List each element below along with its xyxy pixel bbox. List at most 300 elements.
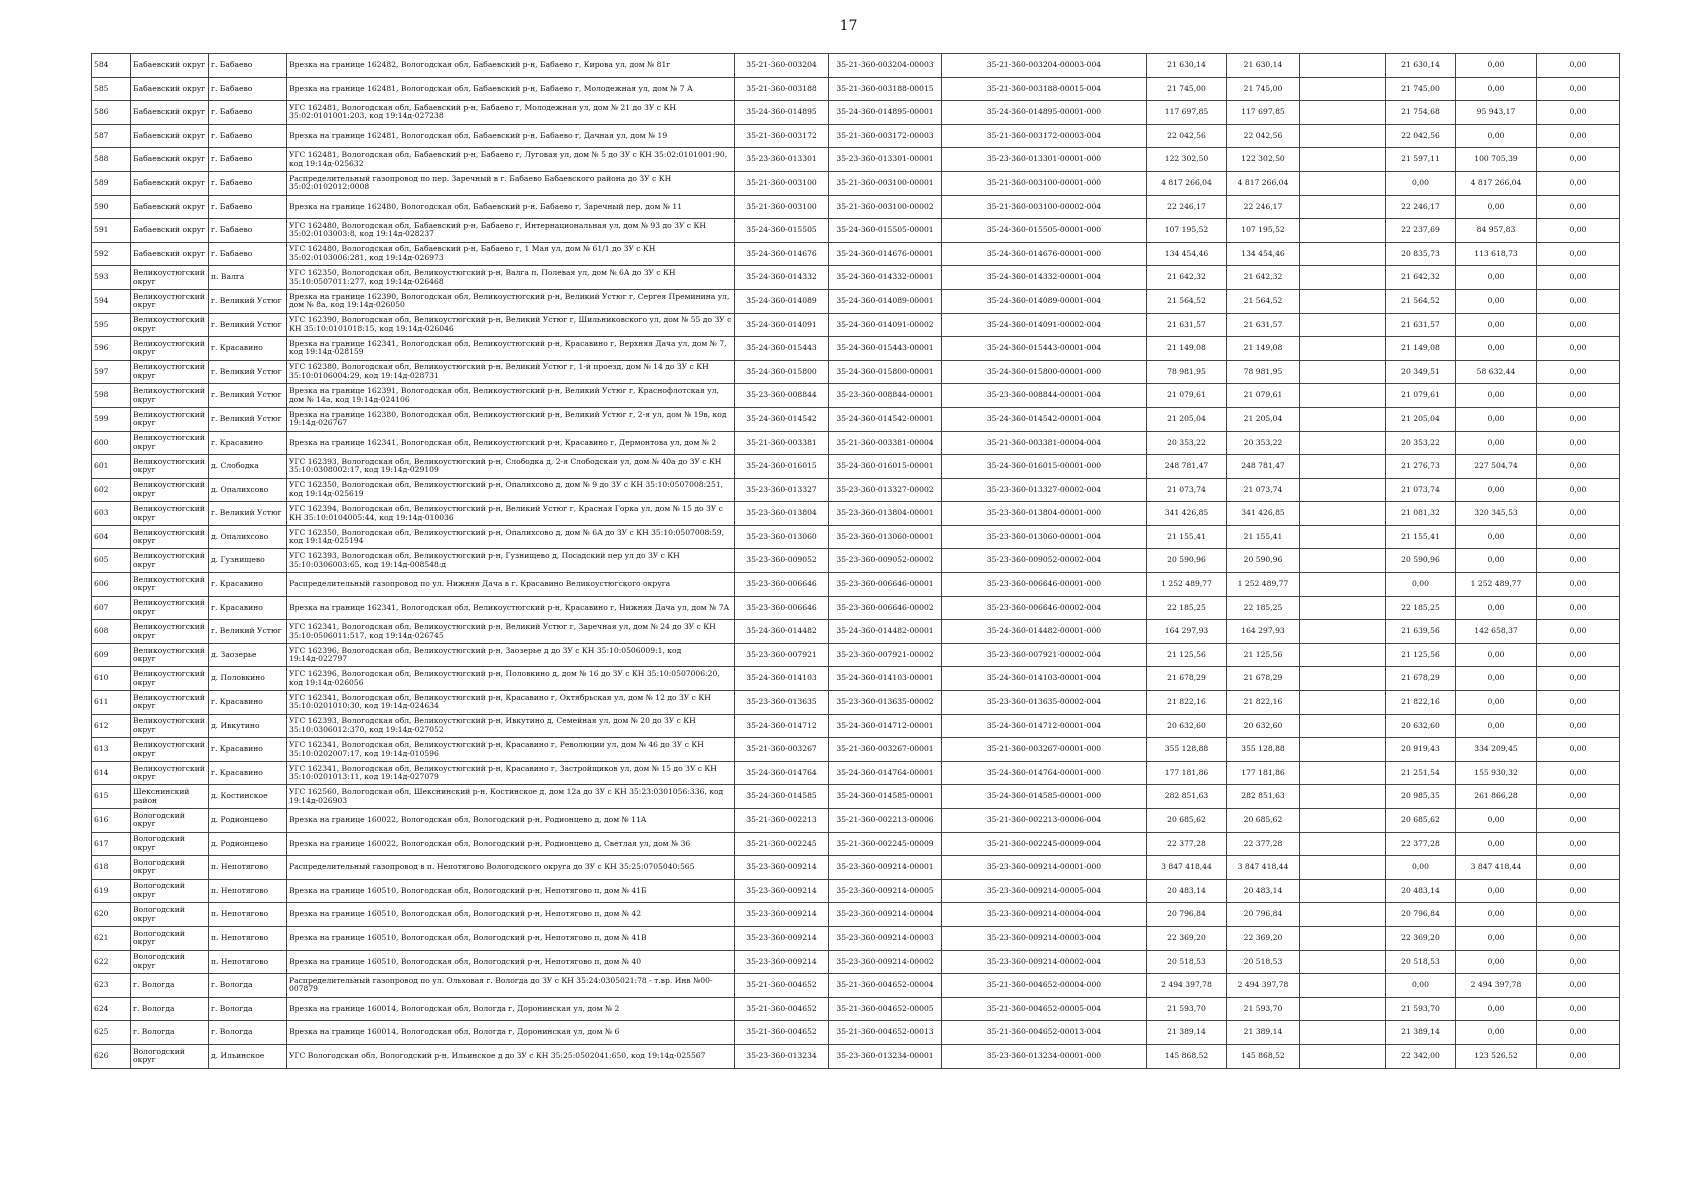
object-subcode-cell: 35-24-360-016015-00001 bbox=[829, 455, 942, 479]
object-name-cell: УГС 162480, Вологодская обл, Бабаевский р-н, Бабаево г, 1 Мая ул, дом № 61/1 до ЗУ с КН 35:02:0103006:281, код 19:14д-026973 bbox=[287, 242, 735, 266]
amount-total-cell: 20 796,84 bbox=[1147, 903, 1227, 927]
amount-second-cell: 21 155,41 bbox=[1227, 525, 1300, 549]
settlement-cell: п. Непотягово bbox=[209, 879, 287, 903]
empty-cell bbox=[1300, 407, 1386, 431]
row-number-cell: 618 bbox=[92, 856, 131, 880]
object-name-cell: Врезка на границе 160022, Вологодская обл, Вологодский р-н, Родионцево д, Светлая ул, дом № 36 bbox=[287, 832, 735, 856]
settlement-cell: г. Красавино bbox=[209, 573, 287, 597]
amount-total-cell: 21 631,57 bbox=[1147, 313, 1227, 337]
amount-fourth-cell: 0,00 bbox=[1456, 195, 1537, 219]
table-row bbox=[92, 242, 1620, 266]
object-name-cell: УГС 162380, Вологодская обл, Великоустюгский р-н, Великий Устюг г, 1-й проезд, дом № 14 до ЗУ с КН 35:10:0106004:29, код 19:14д-028731 bbox=[287, 360, 735, 384]
row-number-cell: 616 bbox=[92, 809, 131, 833]
amount-third-cell: 20 483,14 bbox=[1386, 879, 1456, 903]
amount-second-cell: 177 181,86 bbox=[1227, 761, 1300, 785]
amount-second-cell: 20 796,84 bbox=[1227, 903, 1300, 927]
district-cell: Великоустюгский округ bbox=[131, 266, 209, 290]
object-subcode-cell: 35-21-360-003172-00003 bbox=[829, 124, 942, 148]
amount-third-cell: 20 985,35 bbox=[1386, 785, 1456, 809]
empty-cell bbox=[1300, 148, 1386, 172]
amount-second-cell: 1 252 489,77 bbox=[1227, 573, 1300, 597]
district-cell: Бабаевский округ bbox=[131, 148, 209, 172]
amount-second-cell: 20 518,53 bbox=[1227, 950, 1300, 974]
amount-fifth-cell: 0,00 bbox=[1537, 360, 1620, 384]
row-number-cell: 599 bbox=[92, 407, 131, 431]
district-cell: Великоустюгский округ bbox=[131, 337, 209, 361]
amount-third-cell: 20 685,62 bbox=[1386, 809, 1456, 833]
table-row bbox=[92, 643, 1620, 667]
row-number-cell: 598 bbox=[92, 384, 131, 408]
amount-fifth-cell: 0,00 bbox=[1537, 431, 1620, 455]
object-full-code-cell: 35-23-360-013804-00001-000 bbox=[942, 502, 1147, 526]
amount-fourth-cell: 0,00 bbox=[1456, 549, 1537, 573]
row-number-cell: 593 bbox=[92, 266, 131, 290]
empty-cell bbox=[1300, 171, 1386, 195]
row-number-cell: 591 bbox=[92, 219, 131, 243]
amount-third-cell: 21 125,56 bbox=[1386, 643, 1456, 667]
empty-cell bbox=[1300, 1021, 1386, 1045]
empty-cell bbox=[1300, 289, 1386, 313]
amount-total-cell: 21 149,08 bbox=[1147, 337, 1227, 361]
object-name-cell: Врезка на границе 162482, Вологодская обл, Бабаевский р-н, Бабаево г, Кирова ул, дом № 81г bbox=[287, 54, 735, 78]
amount-fifth-cell: 0,00 bbox=[1537, 573, 1620, 597]
amount-fifth-cell: 0,00 bbox=[1537, 997, 1620, 1021]
table-row bbox=[92, 101, 1620, 125]
amount-total-cell: 21 073,74 bbox=[1147, 478, 1227, 502]
amount-second-cell: 122 302,50 bbox=[1227, 148, 1300, 172]
amount-total-cell: 107 195,52 bbox=[1147, 219, 1227, 243]
row-number-cell: 588 bbox=[92, 148, 131, 172]
empty-cell bbox=[1300, 761, 1386, 785]
settlement-cell: г. Бабаево bbox=[209, 101, 287, 125]
amount-fourth-cell: 0,00 bbox=[1456, 77, 1537, 101]
object-full-code-cell: 35-24-360-015505-00001-000 bbox=[942, 219, 1147, 243]
object-subcode-cell: 35-23-360-009214-00001 bbox=[829, 856, 942, 880]
empty-cell bbox=[1300, 549, 1386, 573]
row-number-cell: 587 bbox=[92, 124, 131, 148]
empty-cell bbox=[1300, 77, 1386, 101]
row-number-cell: 609 bbox=[92, 643, 131, 667]
settlement-cell: г. Великий Устюг bbox=[209, 407, 287, 431]
amount-fourth-cell: 0,00 bbox=[1456, 832, 1537, 856]
amount-second-cell: 341 426,85 bbox=[1227, 502, 1300, 526]
object-name-cell: Врезка на границе 160510, Вологодская обл, Вологодский р-н, Непотягово п, дом № 40 bbox=[287, 950, 735, 974]
amount-fourth-cell: 0,00 bbox=[1456, 478, 1537, 502]
amount-fourth-cell: 0,00 bbox=[1456, 926, 1537, 950]
object-full-code-cell: 35-23-360-009052-00002-004 bbox=[942, 549, 1147, 573]
amount-third-cell: 21 155,41 bbox=[1386, 525, 1456, 549]
row-number-cell: 589 bbox=[92, 171, 131, 195]
amount-third-cell: 22 042,56 bbox=[1386, 124, 1456, 148]
amount-third-cell: 21 564,52 bbox=[1386, 289, 1456, 313]
row-number-cell: 623 bbox=[92, 974, 131, 998]
object-code-cell: 35-21-360-003100 bbox=[735, 195, 829, 219]
amount-second-cell: 21 073,74 bbox=[1227, 478, 1300, 502]
empty-cell bbox=[1300, 360, 1386, 384]
district-cell: Вологодский округ bbox=[131, 1044, 209, 1068]
amount-total-cell: 4 817 266,04 bbox=[1147, 171, 1227, 195]
amount-fifth-cell: 0,00 bbox=[1537, 761, 1620, 785]
amount-total-cell: 21 745,00 bbox=[1147, 77, 1227, 101]
amount-total-cell: 21 564,52 bbox=[1147, 289, 1227, 313]
object-code-cell: 35-21-360-004652 bbox=[735, 997, 829, 1021]
amount-fourth-cell: 0,00 bbox=[1456, 266, 1537, 290]
amount-fourth-cell: 113 618,73 bbox=[1456, 242, 1537, 266]
object-name-cell: УГС 162393, Вологодская обл, Великоустюгский р-н, Гузнищево д, Посадский пер ул до ЗУ с КН 35:10:0306003:65, код 19:14д-008548:д bbox=[287, 549, 735, 573]
amount-total-cell: 22 246,17 bbox=[1147, 195, 1227, 219]
object-full-code-cell: 35-24-360-014764-00001-000 bbox=[942, 761, 1147, 785]
object-code-cell: 35-21-360-003267 bbox=[735, 738, 829, 762]
table-row bbox=[92, 926, 1620, 950]
amount-total-cell: 21 642,32 bbox=[1147, 266, 1227, 290]
amount-second-cell: 21 745,00 bbox=[1227, 77, 1300, 101]
object-full-code-cell: 35-23-360-009214-00003-004 bbox=[942, 926, 1147, 950]
amount-fifth-cell: 0,00 bbox=[1537, 738, 1620, 762]
amount-total-cell: 21 125,56 bbox=[1147, 643, 1227, 667]
object-full-code-cell: 35-24-360-014091-00002-004 bbox=[942, 313, 1147, 337]
amount-fifth-cell: 0,00 bbox=[1537, 54, 1620, 78]
amount-fifth-cell: 0,00 bbox=[1537, 337, 1620, 361]
object-code-cell: 35-24-360-014676 bbox=[735, 242, 829, 266]
object-subcode-cell: 35-21-360-004652-00013 bbox=[829, 1021, 942, 1045]
object-subcode-cell: 35-23-360-007921-00002 bbox=[829, 643, 942, 667]
amount-third-cell: 21 389,14 bbox=[1386, 1021, 1456, 1045]
amount-third-cell: 22 377,28 bbox=[1386, 832, 1456, 856]
table-row bbox=[92, 195, 1620, 219]
amount-fifth-cell: 0,00 bbox=[1537, 502, 1620, 526]
object-name-cell: Врезка на границе 162341, Вологодская обл, Великоустюгский р-н, Красавино г, Верхняя Дача ул, дом № 7, код 19:14д-028159 bbox=[287, 337, 735, 361]
amount-fourth-cell: 1 252 489,77 bbox=[1456, 573, 1537, 597]
empty-cell bbox=[1300, 313, 1386, 337]
amount-fifth-cell: 0,00 bbox=[1537, 171, 1620, 195]
empty-cell bbox=[1300, 926, 1386, 950]
object-code-cell: 35-24-360-014542 bbox=[735, 407, 829, 431]
empty-cell bbox=[1300, 785, 1386, 809]
empty-cell bbox=[1300, 738, 1386, 762]
object-code-cell: 35-21-360-002213 bbox=[735, 809, 829, 833]
settlement-cell: г. Красавино bbox=[209, 691, 287, 715]
table-row bbox=[92, 714, 1620, 738]
amount-second-cell: 21 079,61 bbox=[1227, 384, 1300, 408]
table-row bbox=[92, 997, 1620, 1021]
amount-fifth-cell: 0,00 bbox=[1537, 856, 1620, 880]
object-code-cell: 35-24-360-016015 bbox=[735, 455, 829, 479]
row-number-cell: 607 bbox=[92, 596, 131, 620]
amount-fifth-cell: 0,00 bbox=[1537, 77, 1620, 101]
amount-second-cell: 21 678,29 bbox=[1227, 667, 1300, 691]
amount-total-cell: 21 155,41 bbox=[1147, 525, 1227, 549]
settlement-cell: д. Слободка bbox=[209, 455, 287, 479]
amount-fifth-cell: 0,00 bbox=[1537, 596, 1620, 620]
object-code-cell: 35-23-360-008844 bbox=[735, 384, 829, 408]
object-full-code-cell: 35-24-360-014712-00001-004 bbox=[942, 714, 1147, 738]
object-full-code-cell: 35-24-360-014482-00001-000 bbox=[942, 620, 1147, 644]
amount-fourth-cell: 95 943,17 bbox=[1456, 101, 1537, 125]
amount-fourth-cell: 0,00 bbox=[1456, 691, 1537, 715]
amount-second-cell: 22 377,28 bbox=[1227, 832, 1300, 856]
amount-third-cell: 0,00 bbox=[1386, 171, 1456, 195]
row-number-cell: 626 bbox=[92, 1044, 131, 1068]
amount-fifth-cell: 0,00 bbox=[1537, 195, 1620, 219]
amount-fourth-cell: 100 705,39 bbox=[1456, 148, 1537, 172]
row-number-cell: 622 bbox=[92, 950, 131, 974]
amount-fourth-cell: 0,00 bbox=[1456, 903, 1537, 927]
table-row bbox=[92, 974, 1620, 998]
empty-cell bbox=[1300, 691, 1386, 715]
object-subcode-cell: 35-23-360-013804-00001 bbox=[829, 502, 942, 526]
amount-total-cell: 2 494 397,78 bbox=[1147, 974, 1227, 998]
object-subcode-cell: 35-21-360-004652-00004 bbox=[829, 974, 942, 998]
object-full-code-cell: 35-23-360-009214-00001-000 bbox=[942, 856, 1147, 880]
table-row bbox=[92, 289, 1620, 313]
settlement-cell: г. Великий Устюг bbox=[209, 620, 287, 644]
amount-second-cell: 21 125,56 bbox=[1227, 643, 1300, 667]
amount-fourth-cell: 0,00 bbox=[1456, 714, 1537, 738]
district-cell: Вологодский округ bbox=[131, 903, 209, 927]
empty-cell bbox=[1300, 455, 1386, 479]
object-subcode-cell: 35-24-360-014103-00001 bbox=[829, 667, 942, 691]
object-code-cell: 35-24-360-014089 bbox=[735, 289, 829, 313]
table-row bbox=[92, 407, 1620, 431]
object-name-cell: УГС 162341, Вологодская обл, Великоустюгский р-н, Красавино г, Застройщиков ул, дом № 15 до ЗУ с КН 35:10:0201013:11, код 19:14д-027079 bbox=[287, 761, 735, 785]
district-cell: Великоустюгский округ bbox=[131, 384, 209, 408]
row-number-cell: 610 bbox=[92, 667, 131, 691]
object-name-cell: Врезка на границе 160014, Вологодская обл, Вологда г, Доронинская ул, дом № 6 bbox=[287, 1021, 735, 1045]
object-code-cell: 35-24-360-015443 bbox=[735, 337, 829, 361]
object-code-cell: 35-21-360-003172 bbox=[735, 124, 829, 148]
amount-fifth-cell: 0,00 bbox=[1537, 785, 1620, 809]
object-subcode-cell: 35-23-360-009052-00002 bbox=[829, 549, 942, 573]
object-subcode-cell: 35-24-360-014332-00001 bbox=[829, 266, 942, 290]
object-code-cell: 35-21-360-003204 bbox=[735, 54, 829, 78]
amount-fourth-cell: 0,00 bbox=[1456, 997, 1537, 1021]
object-name-cell: Врезка на границе 160510, Вологодская обл, Вологодский р-н, Непотягово п, дом № 42 bbox=[287, 903, 735, 927]
settlement-cell: п. Непотягово bbox=[209, 903, 287, 927]
row-number-cell: 611 bbox=[92, 691, 131, 715]
district-cell: Великоустюгский округ bbox=[131, 573, 209, 597]
amount-total-cell: 20 632,60 bbox=[1147, 714, 1227, 738]
table-row bbox=[92, 77, 1620, 101]
table-row bbox=[92, 313, 1620, 337]
amount-fourth-cell: 0,00 bbox=[1456, 313, 1537, 337]
amount-fifth-cell: 0,00 bbox=[1537, 525, 1620, 549]
row-number-cell: 617 bbox=[92, 832, 131, 856]
settlement-cell: г. Великий Устюг bbox=[209, 313, 287, 337]
amount-second-cell: 117 697,85 bbox=[1227, 101, 1300, 125]
amount-second-cell: 21 630,14 bbox=[1227, 54, 1300, 78]
object-name-cell: Распределительный газопровод по ул. Ольховая г. Вологда до ЗУ с КН 35:24:0305021:78 - т.вр. Инв №00-007879 bbox=[287, 974, 735, 998]
row-number-cell: 619 bbox=[92, 879, 131, 903]
amount-fourth-cell: 0,00 bbox=[1456, 667, 1537, 691]
amount-second-cell: 107 195,52 bbox=[1227, 219, 1300, 243]
amount-fifth-cell: 0,00 bbox=[1537, 903, 1620, 927]
object-subcode-cell: 35-24-360-014542-00001 bbox=[829, 407, 942, 431]
settlement-cell: п. Непотягово bbox=[209, 950, 287, 974]
object-name-cell: УГС 162393, Вологодская обл, Великоустюгский р-н, Ивкутино д, Семейная ул, дом № 20 до ЗУ с КН 35:10:0306012:370, код 19:14д-027052 bbox=[287, 714, 735, 738]
object-code-cell: 35-23-360-013301 bbox=[735, 148, 829, 172]
object-subcode-cell: 35-23-360-013234-00001 bbox=[829, 1044, 942, 1068]
row-number-cell: 612 bbox=[92, 714, 131, 738]
amount-second-cell: 248 781,47 bbox=[1227, 455, 1300, 479]
amount-total-cell: 21 822,16 bbox=[1147, 691, 1227, 715]
object-name-cell: УГС 162394, Вологодская обл, Великоустюгский р-н, Великий Устюг г, Красная Горка ул, дом № 15 до ЗУ с КН 35:10:0104005:44, код 19:14д-010036 bbox=[287, 502, 735, 526]
empty-cell bbox=[1300, 856, 1386, 880]
amount-third-cell: 22 246,17 bbox=[1386, 195, 1456, 219]
amount-fifth-cell: 0,00 bbox=[1537, 478, 1620, 502]
amount-third-cell: 22 237,69 bbox=[1386, 219, 1456, 243]
amount-fifth-cell: 0,00 bbox=[1537, 950, 1620, 974]
amount-fifth-cell: 0,00 bbox=[1537, 289, 1620, 313]
object-name-cell: УГС 162396, Вологодская обл, Великоустюгский р-н, Заозерье д до ЗУ с КН 35:10:0506009:1, код 19:14д-022797 bbox=[287, 643, 735, 667]
amount-fifth-cell: 0,00 bbox=[1537, 455, 1620, 479]
amount-fourth-cell: 155 930,32 bbox=[1456, 761, 1537, 785]
amount-third-cell: 21 205,04 bbox=[1386, 407, 1456, 431]
object-code-cell: 35-21-360-004652 bbox=[735, 1021, 829, 1045]
object-full-code-cell: 35-23-360-006646-00001-000 bbox=[942, 573, 1147, 597]
table-row bbox=[92, 785, 1620, 809]
object-subcode-cell: 35-21-360-002213-00006 bbox=[829, 809, 942, 833]
settlement-cell: г. Вологда bbox=[209, 997, 287, 1021]
object-subcode-cell: 35-23-360-006646-00002 bbox=[829, 596, 942, 620]
row-number-cell: 605 bbox=[92, 549, 131, 573]
table-row bbox=[92, 832, 1620, 856]
table-row bbox=[92, 124, 1620, 148]
amount-fourth-cell: 0,00 bbox=[1456, 879, 1537, 903]
row-number-cell: 594 bbox=[92, 289, 131, 313]
object-subcode-cell: 35-24-360-014089-00001 bbox=[829, 289, 942, 313]
amount-second-cell: 21 631,57 bbox=[1227, 313, 1300, 337]
row-number-cell: 596 bbox=[92, 337, 131, 361]
amount-third-cell: 21 642,32 bbox=[1386, 266, 1456, 290]
empty-cell bbox=[1300, 525, 1386, 549]
amount-total-cell: 134 454,46 bbox=[1147, 242, 1227, 266]
object-subcode-cell: 35-21-360-003100-00001 bbox=[829, 171, 942, 195]
object-subcode-cell: 35-23-360-013635-00002 bbox=[829, 691, 942, 715]
empty-cell bbox=[1300, 832, 1386, 856]
settlement-cell: г. Вологда bbox=[209, 974, 287, 998]
amount-second-cell: 2 494 397,78 bbox=[1227, 974, 1300, 998]
amount-third-cell: 22 185,25 bbox=[1386, 596, 1456, 620]
object-code-cell: 35-24-360-014585 bbox=[735, 785, 829, 809]
settlement-cell: д. Ильинское bbox=[209, 1044, 287, 1068]
object-name-cell: Врезка на границе 160510, Вологодская обл, Вологодский р-н, Непотягово п, дом № 41Б bbox=[287, 879, 735, 903]
district-cell: Вологодский округ bbox=[131, 856, 209, 880]
amount-third-cell: 21 079,61 bbox=[1386, 384, 1456, 408]
table-row bbox=[92, 856, 1620, 880]
object-subcode-cell: 35-21-360-003204-00003 bbox=[829, 54, 942, 78]
settlement-cell: п. Непотягово bbox=[209, 856, 287, 880]
object-code-cell: 35-23-360-013635 bbox=[735, 691, 829, 715]
empty-cell bbox=[1300, 219, 1386, 243]
amount-second-cell: 20 483,14 bbox=[1227, 879, 1300, 903]
settlement-cell: г. Бабаево bbox=[209, 242, 287, 266]
amount-fourth-cell: 0,00 bbox=[1456, 431, 1537, 455]
row-number-cell: 615 bbox=[92, 785, 131, 809]
object-code-cell: 35-21-360-002245 bbox=[735, 832, 829, 856]
settlement-cell: д. Родионцево bbox=[209, 809, 287, 833]
object-subcode-cell: 35-24-360-014712-00001 bbox=[829, 714, 942, 738]
object-code-cell: 35-23-360-009214 bbox=[735, 856, 829, 880]
amount-fifth-cell: 0,00 bbox=[1537, 549, 1620, 573]
amount-second-cell: 164 297,93 bbox=[1227, 620, 1300, 644]
object-full-code-cell: 35-21-360-002245-00009-004 bbox=[942, 832, 1147, 856]
object-full-code-cell: 35-23-360-013060-00001-004 bbox=[942, 525, 1147, 549]
object-subcode-cell: 35-23-360-009214-00003 bbox=[829, 926, 942, 950]
object-full-code-cell: 35-21-360-003172-00003-004 bbox=[942, 124, 1147, 148]
object-full-code-cell: 35-23-360-006646-00002-004 bbox=[942, 596, 1147, 620]
amount-total-cell: 1 252 489,77 bbox=[1147, 573, 1227, 597]
amount-fourth-cell: 320 345,53 bbox=[1456, 502, 1537, 526]
empty-cell bbox=[1300, 54, 1386, 78]
amount-fifth-cell: 0,00 bbox=[1537, 926, 1620, 950]
table-row bbox=[92, 761, 1620, 785]
object-full-code-cell: 35-24-360-014332-00001-004 bbox=[942, 266, 1147, 290]
amount-third-cell: 21 251,54 bbox=[1386, 761, 1456, 785]
empty-cell bbox=[1300, 974, 1386, 998]
amount-fourth-cell: 0,00 bbox=[1456, 289, 1537, 313]
district-cell: Великоустюгский округ bbox=[131, 667, 209, 691]
district-cell: Великоустюгский округ bbox=[131, 313, 209, 337]
settlement-cell: г. Красавино bbox=[209, 596, 287, 620]
object-code-cell: 35-24-360-014895 bbox=[735, 101, 829, 125]
table-row bbox=[92, 620, 1620, 644]
table-row bbox=[92, 54, 1620, 78]
amount-fourth-cell: 227 504,74 bbox=[1456, 455, 1537, 479]
settlement-cell: д. Ивкутино bbox=[209, 714, 287, 738]
table-row bbox=[92, 171, 1620, 195]
empty-cell bbox=[1300, 667, 1386, 691]
object-code-cell: 35-21-360-003100 bbox=[735, 171, 829, 195]
amount-second-cell: 21 593,70 bbox=[1227, 997, 1300, 1021]
amount-total-cell: 248 781,47 bbox=[1147, 455, 1227, 479]
settlement-cell: г. Великий Устюг bbox=[209, 502, 287, 526]
district-cell: г. Вологда bbox=[131, 974, 209, 998]
object-code-cell: 35-24-360-014764 bbox=[735, 761, 829, 785]
object-code-cell: 35-23-360-009214 bbox=[735, 903, 829, 927]
amount-total-cell: 22 042,56 bbox=[1147, 124, 1227, 148]
object-full-code-cell: 35-24-360-014103-00001-004 bbox=[942, 667, 1147, 691]
object-name-cell: УГС 162341, Вологодская обл, Великоустюгский р-н, Красавино г, Революции ул, дом № 46 до ЗУ с КН 35:10:0202007:17, код 19:14д-010596 bbox=[287, 738, 735, 762]
amount-fifth-cell: 0,00 bbox=[1537, 832, 1620, 856]
amount-second-cell: 20 353,22 bbox=[1227, 431, 1300, 455]
object-full-code-cell: 35-24-360-014895-00001-000 bbox=[942, 101, 1147, 125]
object-subcode-cell: 35-23-360-009214-00002 bbox=[829, 950, 942, 974]
row-number-cell: 608 bbox=[92, 620, 131, 644]
district-cell: Великоустюгский округ bbox=[131, 691, 209, 715]
object-name-cell: УГС 162481, Вологодская обл, Бабаевский р-н, Бабаево г, Луговая ул, дом № 5 до ЗУ с КН 35:02:0101001:90, код 19:14д-025632 bbox=[287, 148, 735, 172]
amount-third-cell: 21 276,73 bbox=[1386, 455, 1456, 479]
object-name-cell: Распределительный газопровод по ул. Нижняя Дача в г. Красавино Великоустюгского округа bbox=[287, 573, 735, 597]
amount-fourth-cell: 2 494 397,78 bbox=[1456, 974, 1537, 998]
object-subcode-cell: 35-24-360-014895-00001 bbox=[829, 101, 942, 125]
object-full-code-cell: 35-23-360-013301-00001-000 bbox=[942, 148, 1147, 172]
district-cell: Бабаевский округ bbox=[131, 171, 209, 195]
amount-total-cell: 117 697,85 bbox=[1147, 101, 1227, 125]
object-full-code-cell: 35-21-360-003381-00004-004 bbox=[942, 431, 1147, 455]
row-number-cell: 625 bbox=[92, 1021, 131, 1045]
row-number-cell: 592 bbox=[92, 242, 131, 266]
empty-cell bbox=[1300, 879, 1386, 903]
amount-total-cell: 20 353,22 bbox=[1147, 431, 1227, 455]
district-cell: Великоустюгский округ bbox=[131, 502, 209, 526]
object-subcode-cell: 35-23-360-009214-00004 bbox=[829, 903, 942, 927]
amount-second-cell: 21 389,14 bbox=[1227, 1021, 1300, 1045]
object-full-code-cell: 35-23-360-009214-00002-004 bbox=[942, 950, 1147, 974]
settlement-cell: г. Бабаево bbox=[209, 219, 287, 243]
amount-fourth-cell: 0,00 bbox=[1456, 596, 1537, 620]
empty-cell bbox=[1300, 266, 1386, 290]
object-subcode-cell: 35-23-360-008844-00001 bbox=[829, 384, 942, 408]
